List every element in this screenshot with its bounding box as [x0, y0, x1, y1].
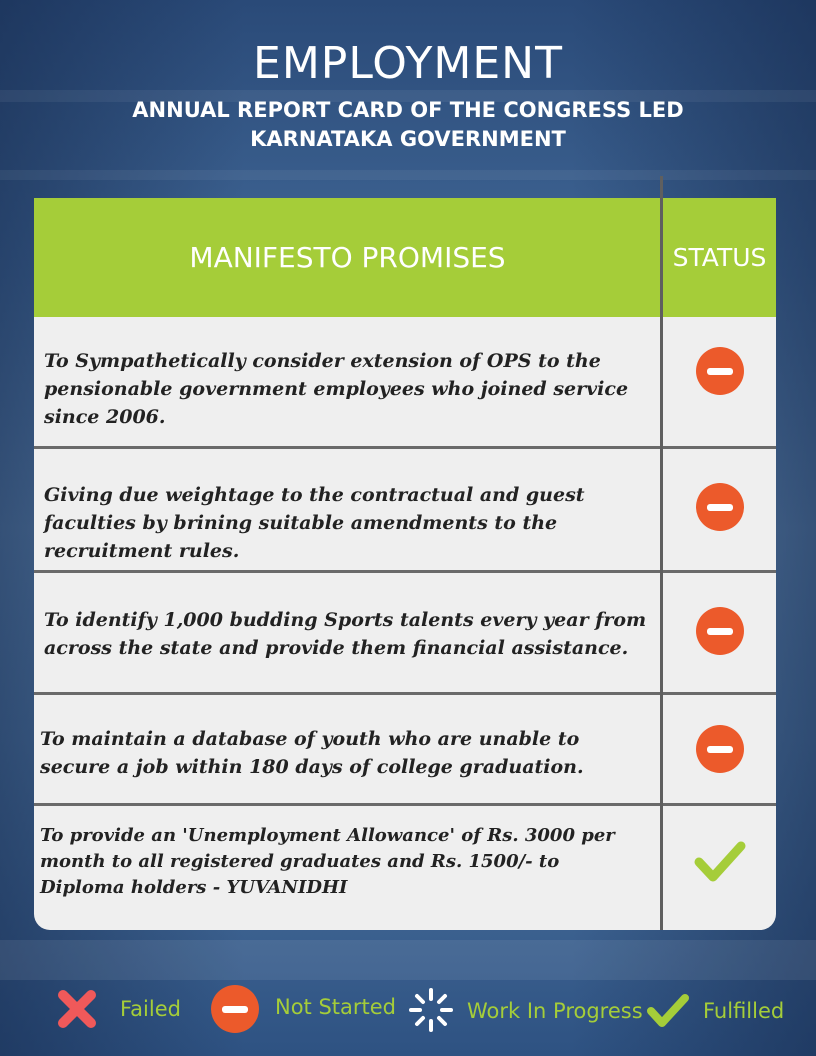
- row-divider: [34, 570, 776, 573]
- table-row-5-promise: To provide an 'Unemployment Allowance' of Rs. 3000 per month to all registered graduates and Rs. 1500/- to Diploma holders - YUVANIDHI: [40, 825, 615, 898]
- legend-work-in-progress-label: Work In Progress: [467, 999, 643, 1023]
- legend-not-started-label: Not Started: [275, 995, 397, 1019]
- table-row-2-promise: Giving due weightage to the contractual and guest faculties by brining suitable amendments to the recruitment rules.: [44, 484, 585, 562]
- row-divider: [34, 446, 776, 449]
- legend-fulfilled-label: Fulfilled: [703, 999, 785, 1023]
- cross-icon: [56, 988, 98, 1030]
- not-started-icon: [696, 483, 744, 531]
- page-subtitle: ANNUAL REPORT CARD OF THE CONGRESS LED KARNATAKA GOVERNMENT: [132, 98, 684, 151]
- fulfilled-check-icon: [694, 840, 746, 884]
- table-header: [34, 198, 776, 317]
- header-manifesto-promises: MANIFESTO PROMISES: [189, 241, 506, 274]
- legend-failed-label: Failed: [120, 997, 181, 1021]
- check-icon: [646, 992, 690, 1030]
- not-started-icon: [696, 725, 744, 773]
- column-divider: [660, 176, 663, 930]
- header-status: STATUS: [672, 243, 767, 272]
- spinner-icon: [407, 986, 455, 1034]
- table-row-3-promise: To identify 1,000 budding Sports talents every year from across the state and provide them financial assistance.: [44, 609, 647, 659]
- table-row-4-promise: To maintain a database of youth who are unable to secure a job within 180 days of college graduation.: [40, 728, 584, 778]
- not-started-icon: [696, 607, 744, 655]
- table-row-1-promise: To Sympathetically consider extension of OPS to the pensionable government employees who joined service since 2006.: [44, 350, 629, 428]
- legend: [0, 984, 816, 1034]
- page-title: EMPLOYMENT: [253, 38, 563, 89]
- row-divider: [34, 692, 776, 695]
- not-started-icon: [696, 347, 744, 395]
- minus-circle-icon: [211, 985, 259, 1033]
- row-divider: [34, 803, 776, 806]
